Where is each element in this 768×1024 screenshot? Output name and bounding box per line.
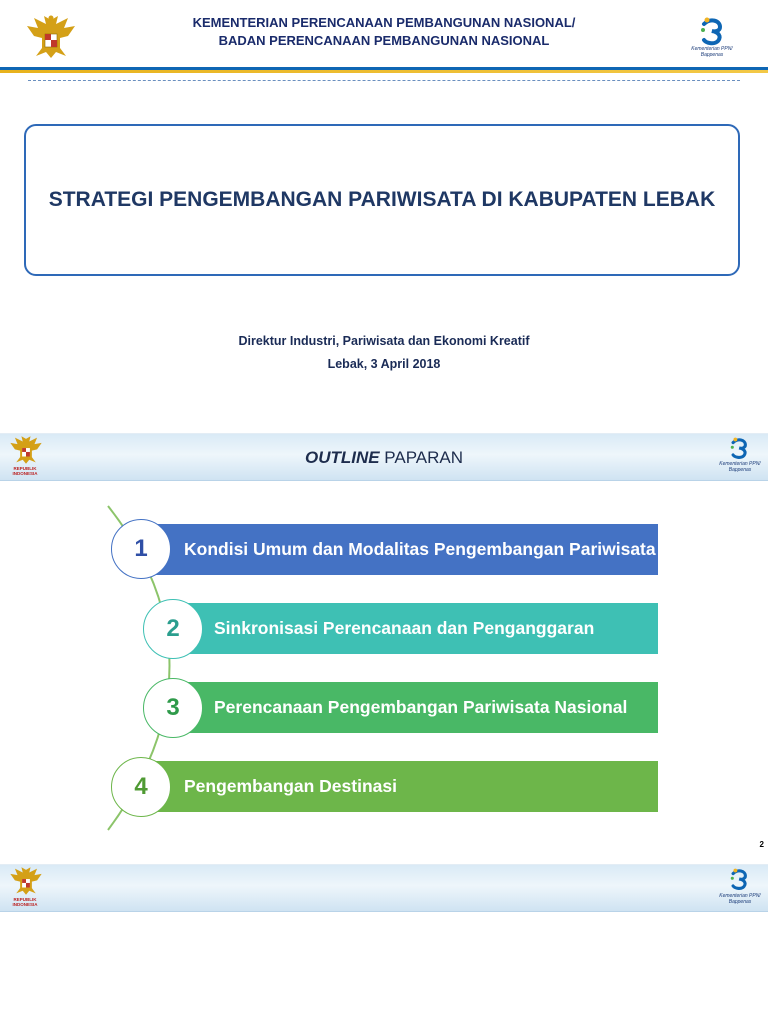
outline-item-label: Sinkronisasi Perencanaan dan Penganggaran	[214, 617, 595, 638]
header-stripe-gold	[0, 70, 768, 73]
ministry-title-line1: KEMENTERIAN PERENCANAAN PEMBANGUNAN NASIONAL/	[192, 15, 576, 30]
outline-title	[200, 448, 568, 468]
outline-number-4: 4	[111, 757, 171, 817]
outline-item-label: Pengembangan Destinasi	[184, 775, 397, 796]
bappenas-logo-icon	[700, 16, 726, 46]
outline-item-1	[140, 524, 658, 575]
outline-number-1: 1	[111, 519, 171, 579]
bappenas-logo-icon	[730, 867, 750, 891]
ministry-title-line2: BADAN PERENCANAAN PEMBANGUNAN NASIONAL	[218, 33, 550, 48]
dashed-divider	[28, 80, 740, 81]
presentation-date: Lebak, 3 April 2018	[327, 357, 441, 371]
outline-item-label: Perencanaan Pengembangan Pariwisata Nasional	[214, 696, 628, 717]
outline-item-3	[172, 682, 658, 733]
presenter-role: Direktur Industri, Pariwisata dan Ekonomi Kreatif	[238, 334, 530, 348]
emblem-caption-line2: INDONESIA	[12, 902, 38, 907]
emblem-caption-line1: REPUBLIK	[13, 897, 37, 902]
presentation-title: STRATEGI PENGEMBANGAN PARIWISATA DI KABUPATEN LEBAK	[48, 188, 716, 211]
bappenas-caption-line2: Bappenas	[700, 52, 724, 58]
slide3-header-band	[0, 864, 768, 912]
outline-item-label: Kondisi Umum dan Modalitas Pengembangan Pariwisata	[184, 538, 656, 559]
outline-number-2: 2	[143, 599, 203, 659]
bappenas-caption-line1: Kementerian PPN/	[691, 46, 733, 52]
outline-title-rest: PAPARAN	[379, 448, 464, 467]
garuda-emblem-icon	[8, 866, 44, 896]
outline-item-4	[140, 761, 658, 812]
bappenas-logo-icon	[730, 436, 750, 460]
bappenas-caption-line1: Kementerian PPN/	[719, 893, 761, 899]
bappenas-caption-line1: Kementerian PPN/	[719, 461, 761, 467]
bappenas-caption-line2: Bappenas	[728, 467, 752, 473]
page-number: 2	[759, 840, 764, 849]
outline-number-3: 3	[143, 678, 203, 738]
emblem-caption-line2: INDONESIA	[12, 471, 38, 476]
garuda-emblem-icon	[8, 435, 44, 465]
garuda-emblem-icon	[24, 14, 78, 60]
presentation-title-box	[24, 124, 740, 276]
outline-title-italic: OUTLINE	[304, 448, 380, 467]
emblem-caption-line1: REPUBLIK	[13, 466, 37, 471]
outline-item-2	[172, 603, 658, 654]
bappenas-caption-line2: Bappenas	[728, 899, 752, 905]
